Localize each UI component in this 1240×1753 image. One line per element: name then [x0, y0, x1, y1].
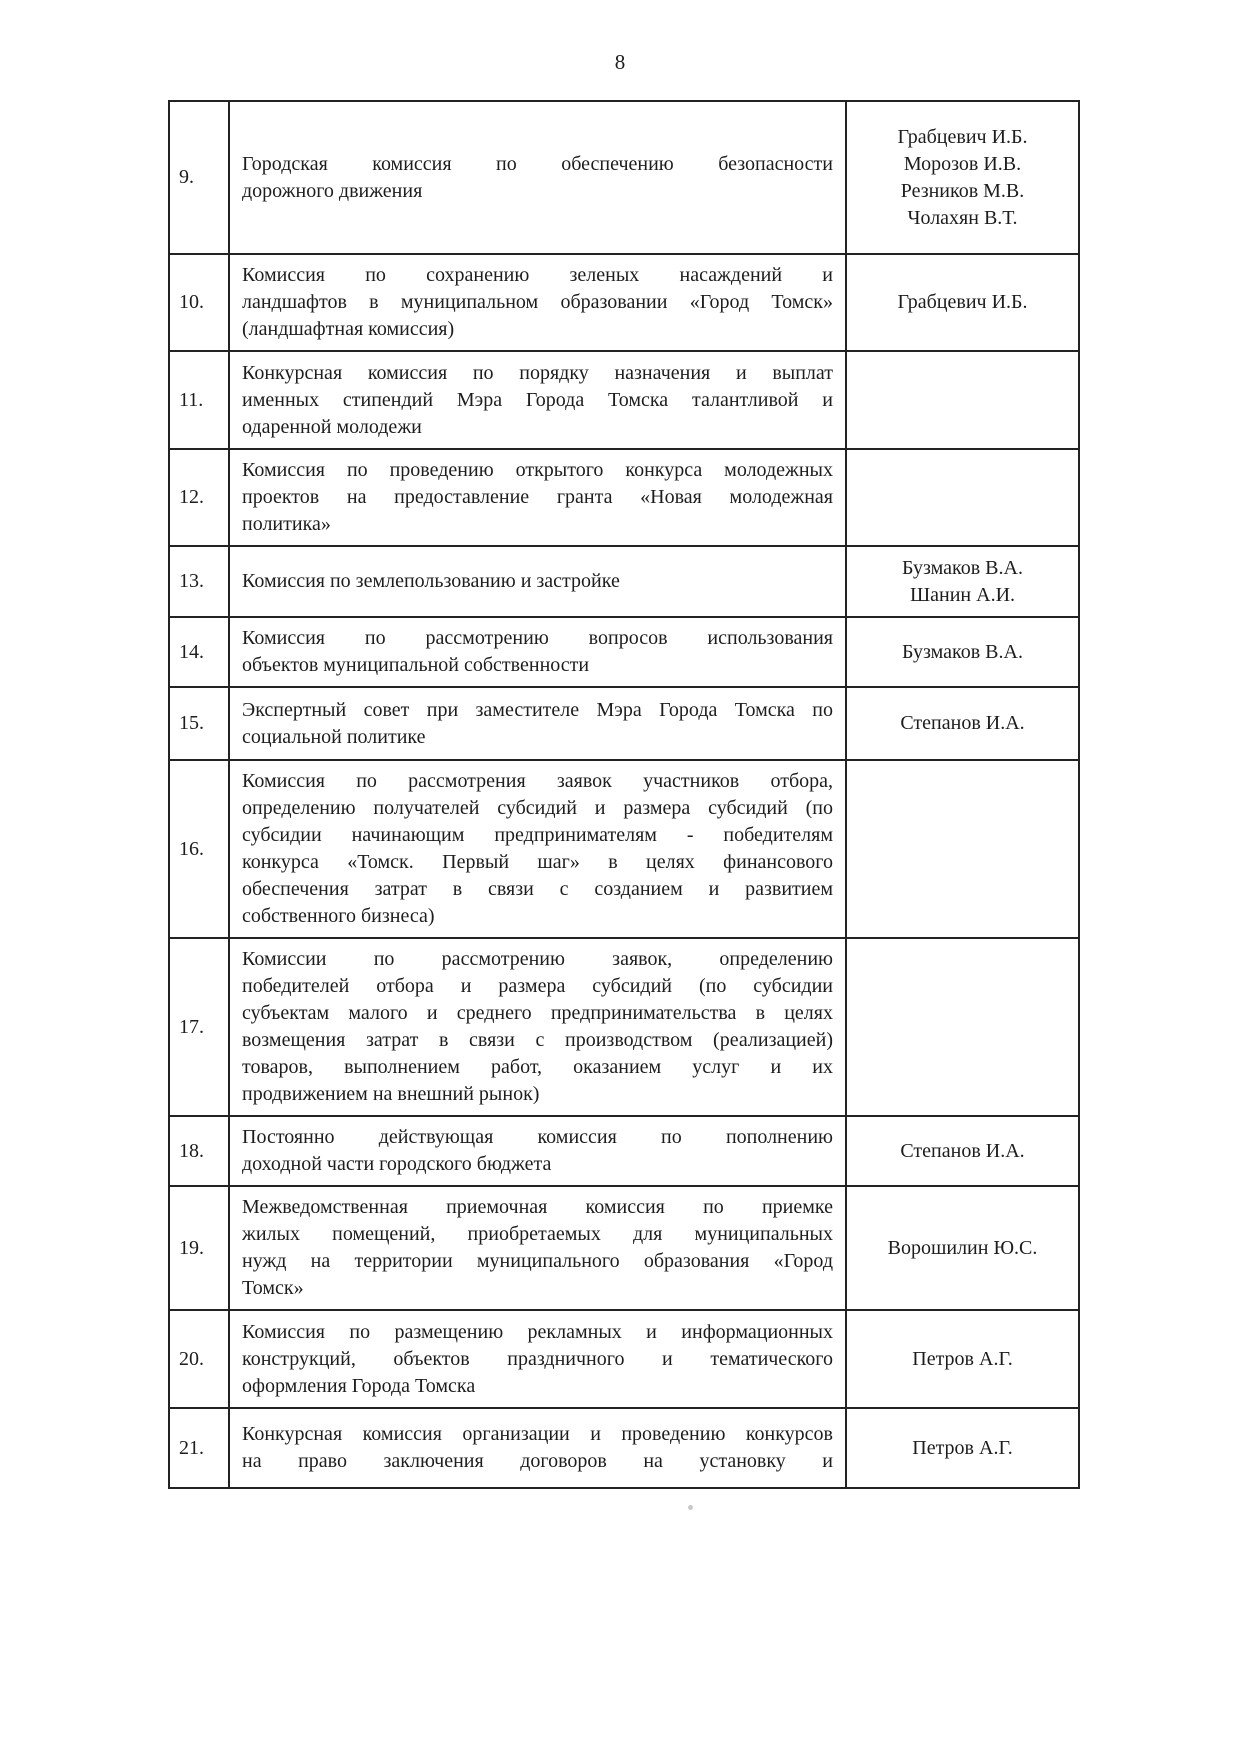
row-number: 14. — [169, 617, 229, 687]
commission-name-line: товаров, выполнением работ, оказанием услуг и их — [242, 1056, 833, 1078]
commission-name-line: доходной части городского бюджета — [242, 1153, 552, 1175]
page-number: 8 — [614, 50, 626, 74]
row-number: 21. — [169, 1408, 229, 1488]
person-name: Шанин А.И. — [909, 583, 1016, 606]
responsible-persons — [846, 1186, 1079, 1310]
commission-name-line: на право заключения договоров на установку и — [242, 1450, 833, 1472]
person-name: Морозов И.В. — [903, 152, 1022, 175]
responsible-persons — [846, 617, 1079, 687]
commission-name-line: оформления Города Томска — [242, 1374, 476, 1397]
responsible-persons — [846, 1408, 1079, 1488]
responsible-persons — [846, 101, 1079, 254]
table-row — [169, 617, 1079, 687]
row-number: 12. — [169, 449, 229, 546]
row-number: 11. — [169, 351, 229, 449]
table-row — [169, 687, 1079, 760]
person-name: Бузмаков В.А. — [902, 640, 1023, 663]
commission-name-line: конструкций, объектов праздничного и тематического — [242, 1347, 833, 1370]
commission-name-line: жилых помещений, приобретаемых для муниципальных — [242, 1223, 833, 1245]
row-number: 20. — [169, 1310, 229, 1408]
commission-name — [229, 101, 846, 254]
commission-name-line: победителей отбора и размера субсидий (по субсидии — [242, 975, 833, 997]
commission-name-line: обеспечения затрат в связи с созданием и развитием — [242, 878, 833, 900]
responsible-persons — [846, 760, 1079, 938]
person-name: Степанов И.А. — [900, 712, 1025, 734]
commission-name-line: нужд на территории муниципального образования «Город — [242, 1250, 833, 1272]
table-row — [169, 101, 1079, 254]
commission-name-line: Городская комиссия по обеспечению безопасности — [242, 152, 833, 175]
commission-name-line: Комиссия по сохранению зеленых насаждений и — [242, 264, 833, 286]
commission-name-line: именных стипендий Мэра Города Томска талантливой и — [242, 388, 833, 411]
person-name: Грабцевич И.Б. — [897, 291, 1028, 313]
table-row — [169, 254, 1079, 351]
table-row — [169, 760, 1079, 938]
commission-name-line: конкурса «Томск. Первый шаг» в целях финансового — [242, 851, 833, 873]
person-name: Грабцевич И.Б. — [897, 125, 1028, 148]
commission-name-line: Томск» — [242, 1277, 304, 1299]
commission-name-line: субъектам малого и среднего предпринимательства в целях — [242, 1002, 833, 1024]
table-row — [169, 351, 1079, 449]
commission-name — [229, 938, 846, 1116]
commission-name-line: дорожного движения — [242, 179, 423, 202]
table-row — [169, 1186, 1079, 1310]
row-number: 17. — [169, 938, 229, 1116]
commission-name-line: Комиссия по проведению открытого конкурса молодежных — [242, 459, 833, 481]
commission-name-line: Комиссия по рассмотрению вопросов использования — [242, 627, 833, 649]
responsible-persons — [846, 1310, 1079, 1408]
commission-name-line: ландшафтов в муниципальном образовании «Город Томск» — [242, 291, 833, 313]
commission-name — [229, 546, 846, 617]
responsible-persons — [846, 449, 1079, 546]
responsible-persons — [846, 938, 1079, 1116]
commission-name — [229, 617, 846, 687]
responsible-persons — [846, 351, 1079, 449]
commission-name-line: возмещения затрат в связи с производством (реализацией) — [242, 1029, 833, 1051]
row-number: 13. — [169, 546, 229, 617]
row-number: 18. — [169, 1116, 229, 1186]
commission-name-line: субсидии начинающим предпринимателям - победителям — [242, 824, 833, 846]
row-number: 19. — [169, 1186, 229, 1310]
commission-name — [229, 254, 846, 351]
commissions-table-body — [169, 101, 1079, 1488]
commission-name — [229, 1186, 846, 1310]
commission-name-line: Комиссия по рассмотрения заявок участников отбора, — [242, 770, 833, 792]
table-row — [169, 1408, 1079, 1488]
scan-artifact — [688, 1505, 693, 1510]
responsible-persons — [846, 254, 1079, 351]
commission-name-line: определению получателей субсидий и размера субсидий (по — [242, 797, 833, 819]
table-row — [169, 1310, 1079, 1408]
row-number: 9. — [169, 101, 229, 254]
commission-name — [229, 1408, 846, 1488]
person-name: Бузмаков В.А. — [902, 556, 1023, 579]
commission-name-line: Конкурсная комиссия по порядку назначения и выплат — [242, 361, 833, 384]
commission-name — [229, 1116, 846, 1186]
table-row — [169, 546, 1079, 617]
table-row — [169, 938, 1079, 1116]
commission-name-line: собственного бизнеса) — [242, 905, 435, 927]
responsible-persons — [846, 1116, 1079, 1186]
responsible-persons — [846, 687, 1079, 760]
commission-name-line: социальной политике — [242, 725, 426, 748]
commission-name-line: объектов муниципальной собственности — [242, 654, 590, 676]
person-name: Ворошилин Ю.С. — [887, 1236, 1038, 1259]
commissions-table — [168, 100, 1080, 1489]
responsible-persons — [846, 546, 1079, 617]
commission-name-line: Межведомственная приемочная комиссия по приемке — [242, 1196, 833, 1218]
person-name: Петров А.Г. — [912, 1436, 1013, 1459]
commission-name — [229, 687, 846, 760]
commission-name-line: Комиссия по землепользованию и застройке — [242, 570, 620, 592]
person-name: Резников М.В. — [900, 179, 1025, 202]
commission-name-line: проектов на предоставление гранта «Новая молодежная — [242, 486, 833, 508]
commission-name-line: одаренной молодежи — [242, 415, 422, 438]
row-number: 16. — [169, 760, 229, 938]
commission-name — [229, 760, 846, 938]
commission-name — [229, 351, 846, 449]
commission-name-line: Экспертный совет при заместителе Мэра Города Томска по — [242, 698, 833, 721]
table-row — [169, 1116, 1079, 1186]
commission-name-line: продвижением на внешний рынок) — [242, 1083, 540, 1105]
row-number: 15. — [169, 687, 229, 760]
table-row — [169, 449, 1079, 546]
person-name: Чолахян В.Т. — [907, 206, 1018, 229]
person-name: Степанов И.А. — [900, 1139, 1025, 1162]
commission-name-line: Конкурсная комиссия организации и проведению конкурсов — [242, 1423, 833, 1445]
commission-name-line: политика» — [242, 513, 331, 535]
commission-name — [229, 1310, 846, 1408]
commission-name — [229, 449, 846, 546]
commission-name-line: Постоянно действующая комиссия по пополнению — [242, 1126, 833, 1148]
commission-name-line: Комиссия по размещению рекламных и информационных — [242, 1320, 833, 1343]
row-number: 10. — [169, 254, 229, 351]
commission-name-line: Комиссии по рассмотрению заявок, определению — [242, 948, 833, 970]
commission-name-line: (ландшафтная комиссия) — [242, 318, 455, 340]
person-name: Петров А.Г. — [912, 1347, 1013, 1370]
